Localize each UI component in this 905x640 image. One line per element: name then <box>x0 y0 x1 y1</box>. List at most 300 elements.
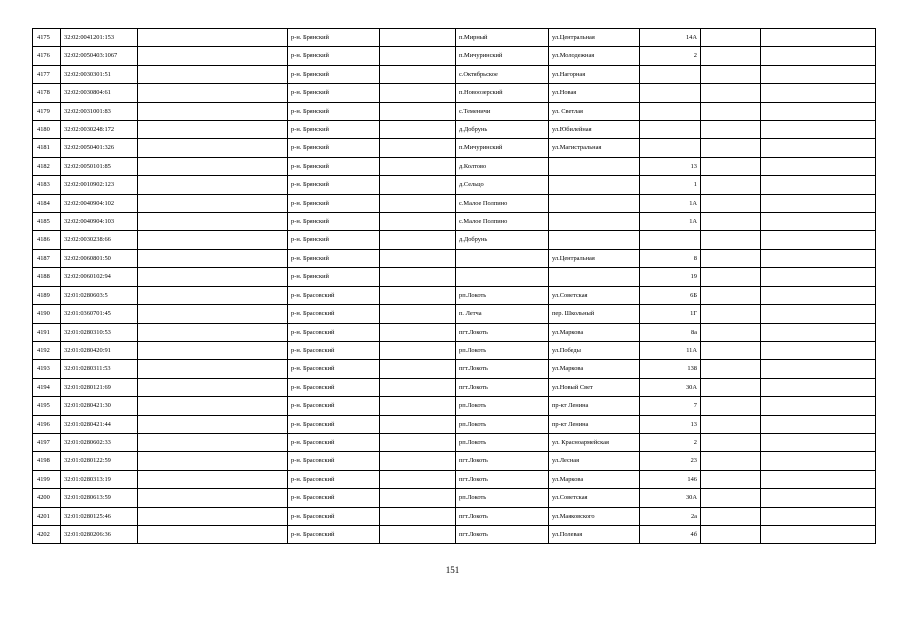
cadastral-number-cell: 32:01:0360701:45 <box>61 305 138 323</box>
blank-cell <box>761 139 876 157</box>
blank-cell <box>380 121 456 139</box>
blank-cell <box>138 507 288 525</box>
blank-cell <box>138 65 288 83</box>
settlement-cell <box>456 268 549 286</box>
row-number-cell: 4187 <box>33 249 61 267</box>
blank-cell <box>701 397 761 415</box>
blank-cell <box>380 231 456 249</box>
table-row <box>33 433 876 451</box>
district-cell: р-н. Брянский <box>288 268 380 286</box>
blank-cell <box>380 157 456 175</box>
registry-table <box>32 28 876 544</box>
cadastral-number-cell: 32:02:0050101:85 <box>61 157 138 175</box>
settlement-cell: пгт.Локоть <box>456 507 549 525</box>
settlement-cell: рп.Локоть <box>456 489 549 507</box>
settlement-cell: д.Добрунь <box>456 121 549 139</box>
street-cell: ул.Маркова <box>549 360 640 378</box>
street-cell: пр-кт Ленина <box>549 397 640 415</box>
house-number-cell: 2 <box>640 433 701 451</box>
blank-cell <box>701 470 761 488</box>
cadastral-number-cell: 32:01:0280313:19 <box>61 470 138 488</box>
house-number-cell: 30А <box>640 378 701 396</box>
house-number-cell: 1 <box>640 176 701 194</box>
row-number-cell: 4184 <box>33 194 61 212</box>
row-number-cell: 4175 <box>33 29 61 47</box>
blank-cell <box>380 470 456 488</box>
district-cell: р-н. Брасовский <box>288 305 380 323</box>
street-cell: ул.Центральная <box>549 29 640 47</box>
cadastral-number-cell: 32:02:0031001:83 <box>61 102 138 120</box>
street-cell: ул.Победы <box>549 341 640 359</box>
row-number-cell: 4191 <box>33 323 61 341</box>
house-number-cell: 30А <box>640 489 701 507</box>
district-cell: р-н. Брасовский <box>288 378 380 396</box>
table-row <box>33 360 876 378</box>
cadastral-number-cell: 32:02:0040904:103 <box>61 213 138 231</box>
blank-cell <box>701 29 761 47</box>
settlement-cell: пгт.Локоть <box>456 360 549 378</box>
cadastral-number-cell: 32:01:0280603:5 <box>61 286 138 304</box>
blank-cell <box>701 268 761 286</box>
blank-cell <box>138 341 288 359</box>
cadastral-number-cell: 32:01:0280206:36 <box>61 525 138 543</box>
blank-cell <box>138 213 288 231</box>
blank-cell <box>701 489 761 507</box>
blank-cell <box>138 378 288 396</box>
house-number-cell: 23 <box>640 452 701 470</box>
blank-cell <box>761 231 876 249</box>
street-cell: ул.Полевая <box>549 525 640 543</box>
blank-cell <box>701 323 761 341</box>
cadastral-number-cell: 32:01:0280125:46 <box>61 507 138 525</box>
blank-cell <box>761 84 876 102</box>
blank-cell <box>138 121 288 139</box>
blank-cell <box>701 194 761 212</box>
blank-cell <box>380 489 456 507</box>
blank-cell <box>138 194 288 212</box>
district-cell: р-н. Брянский <box>288 213 380 231</box>
house-number-cell: 1А <box>640 213 701 231</box>
district-cell: р-н. Брянский <box>288 84 380 102</box>
blank-cell <box>380 194 456 212</box>
table-row <box>33 489 876 507</box>
cadastral-number-cell: 32:02:0040904:102 <box>61 194 138 212</box>
settlement-cell: д.Колтово <box>456 157 549 175</box>
blank-cell <box>761 268 876 286</box>
street-cell: ул.Лесная <box>549 452 640 470</box>
house-number-cell <box>640 102 701 120</box>
blank-cell <box>701 176 761 194</box>
blank-cell <box>138 102 288 120</box>
blank-cell <box>761 286 876 304</box>
settlement-cell: пгт.Локоть <box>456 525 549 543</box>
blank-cell <box>380 29 456 47</box>
blank-cell <box>701 415 761 433</box>
cadastral-number-cell: 32:01:0280121:69 <box>61 378 138 396</box>
table-row <box>33 452 876 470</box>
table-row <box>33 102 876 120</box>
house-number-cell: 1А <box>640 194 701 212</box>
blank-cell <box>380 176 456 194</box>
district-cell: р-н. Брасовский <box>288 286 380 304</box>
house-number-cell <box>640 84 701 102</box>
blank-cell <box>138 323 288 341</box>
blank-cell <box>761 507 876 525</box>
cadastral-number-cell: 32:02:0060801:50 <box>61 249 138 267</box>
blank-cell <box>761 47 876 65</box>
row-number-cell: 4182 <box>33 157 61 175</box>
table-row <box>33 65 876 83</box>
table-row <box>33 470 876 488</box>
blank-cell <box>138 305 288 323</box>
blank-cell <box>701 231 761 249</box>
row-number-cell: 4177 <box>33 65 61 83</box>
cadastral-number-cell: 32:02:0030301:51 <box>61 65 138 83</box>
street-cell <box>549 194 640 212</box>
row-number-cell: 4186 <box>33 231 61 249</box>
row-number-cell: 4179 <box>33 102 61 120</box>
cadastral-number-cell: 32:01:0280613:59 <box>61 489 138 507</box>
street-cell: ул.Центральная <box>549 249 640 267</box>
blank-cell <box>380 47 456 65</box>
row-number-cell: 4188 <box>33 268 61 286</box>
blank-cell <box>380 323 456 341</box>
blank-cell <box>138 433 288 451</box>
blank-cell <box>761 397 876 415</box>
house-number-cell: 2а <box>640 507 701 525</box>
street-cell: ул.Нагорная <box>549 65 640 83</box>
blank-cell <box>761 378 876 396</box>
blank-cell <box>138 268 288 286</box>
street-cell: ул.Маяковского <box>549 507 640 525</box>
district-cell: р-н. Брянский <box>288 121 380 139</box>
table-row <box>33 341 876 359</box>
blank-cell <box>138 176 288 194</box>
row-number-cell: 4193 <box>33 360 61 378</box>
blank-cell <box>380 249 456 267</box>
table-row <box>33 286 876 304</box>
blank-cell <box>701 157 761 175</box>
district-cell: р-н. Брянский <box>288 65 380 83</box>
cadastral-number-cell: 32:01:0280420:91 <box>61 341 138 359</box>
blank-cell <box>761 525 876 543</box>
settlement-cell: пгт.Локоть <box>456 452 549 470</box>
blank-cell <box>138 470 288 488</box>
street-cell: ул.Советская <box>549 286 640 304</box>
row-number-cell: 4192 <box>33 341 61 359</box>
settlement-cell: п.Мирный <box>456 29 549 47</box>
house-number-cell: 2 <box>640 47 701 65</box>
blank-cell <box>761 470 876 488</box>
row-number-cell: 4180 <box>33 121 61 139</box>
blank-cell <box>380 65 456 83</box>
blank-cell <box>701 378 761 396</box>
settlement-cell: рп.Локоть <box>456 415 549 433</box>
blank-cell <box>761 157 876 175</box>
blank-cell <box>380 84 456 102</box>
blank-cell <box>380 341 456 359</box>
district-cell: р-н. Брасовский <box>288 360 380 378</box>
blank-cell <box>761 305 876 323</box>
table-row <box>33 507 876 525</box>
table-row <box>33 121 876 139</box>
house-number-cell: 6Б <box>640 286 701 304</box>
district-cell: р-н. Брянский <box>288 231 380 249</box>
district-cell: р-н. Брасовский <box>288 397 380 415</box>
district-cell: р-н. Брасовский <box>288 470 380 488</box>
district-cell: р-н. Брасовский <box>288 433 380 451</box>
district-cell: р-н. Брасовский <box>288 415 380 433</box>
street-cell: ул. Светлая <box>549 102 640 120</box>
blank-cell <box>380 452 456 470</box>
settlement-cell: рп.Локоть <box>456 341 549 359</box>
row-number-cell: 4201 <box>33 507 61 525</box>
blank-cell <box>380 139 456 157</box>
district-cell: р-н. Брянский <box>288 249 380 267</box>
table-row <box>33 29 876 47</box>
settlement-cell <box>456 249 549 267</box>
cadastral-number-cell: 32:02:0050403:1067 <box>61 47 138 65</box>
house-number-cell: 7 <box>640 397 701 415</box>
blank-cell <box>761 121 876 139</box>
blank-cell <box>138 452 288 470</box>
row-number-cell: 4202 <box>33 525 61 543</box>
cadastral-number-cell: 32:01:0280421:30 <box>61 397 138 415</box>
blank-cell <box>701 249 761 267</box>
blank-cell <box>138 525 288 543</box>
blank-cell <box>380 507 456 525</box>
blank-cell <box>761 102 876 120</box>
blank-cell <box>380 378 456 396</box>
blank-cell <box>761 194 876 212</box>
blank-cell <box>701 286 761 304</box>
street-cell: ул.Юбилейная <box>549 121 640 139</box>
settlement-cell: с.Малое Полпино <box>456 213 549 231</box>
table-row <box>33 47 876 65</box>
cadastral-number-cell: 32:02:0030238:66 <box>61 231 138 249</box>
row-number-cell: 4189 <box>33 286 61 304</box>
blank-cell <box>138 249 288 267</box>
blank-cell <box>138 489 288 507</box>
street-cell: пр-кт Ленина <box>549 415 640 433</box>
table-row <box>33 231 876 249</box>
district-cell: р-н. Брасовский <box>288 489 380 507</box>
blank-cell <box>761 415 876 433</box>
cadastral-number-cell: 32:02:0041201:153 <box>61 29 138 47</box>
street-cell: ул. Красноармейская <box>549 433 640 451</box>
settlement-cell: д.Сельцо <box>456 176 549 194</box>
blank-cell <box>138 29 288 47</box>
blank-cell <box>701 341 761 359</box>
page-number: 151 <box>445 565 460 575</box>
blank-cell <box>701 507 761 525</box>
blank-cell <box>380 286 456 304</box>
settlement-cell: п.Новоозерский <box>456 84 549 102</box>
house-number-cell: 14А <box>640 29 701 47</box>
row-number-cell: 4185 <box>33 213 61 231</box>
house-number-cell: 13 <box>640 415 701 433</box>
blank-cell <box>138 415 288 433</box>
settlement-cell: д.Добрунь <box>456 231 549 249</box>
blank-cell <box>761 323 876 341</box>
settlement-cell: рп.Локоть <box>456 286 549 304</box>
cadastral-number-cell: 32:02:0030248:172 <box>61 121 138 139</box>
district-cell: р-н. Брянский <box>288 139 380 157</box>
blank-cell <box>380 433 456 451</box>
row-number-cell: 4196 <box>33 415 61 433</box>
settlement-cell: п. Летча <box>456 305 549 323</box>
settlement-cell: пгт.Локоть <box>456 378 549 396</box>
house-number-cell: 1Г <box>640 305 701 323</box>
district-cell: р-н. Брасовский <box>288 507 380 525</box>
row-number-cell: 4197 <box>33 433 61 451</box>
blank-cell <box>761 249 876 267</box>
district-cell: р-н. Брянский <box>288 47 380 65</box>
blank-cell <box>701 525 761 543</box>
street-cell <box>549 268 640 286</box>
table-row <box>33 249 876 267</box>
blank-cell <box>761 29 876 47</box>
blank-cell <box>701 305 761 323</box>
house-number-cell <box>640 139 701 157</box>
cadastral-number-cell: 32:01:0280602:33 <box>61 433 138 451</box>
cadastral-number-cell: 32:02:0050401:326 <box>61 139 138 157</box>
cadastral-number-cell: 32:02:0030804:61 <box>61 84 138 102</box>
table-row <box>33 194 876 212</box>
blank-cell <box>380 268 456 286</box>
blank-cell <box>701 433 761 451</box>
table-row <box>33 415 876 433</box>
settlement-cell: п.Мичуринский <box>456 139 549 157</box>
table-row <box>33 176 876 194</box>
table-row <box>33 157 876 175</box>
district-cell: р-н. Брасовский <box>288 341 380 359</box>
blank-cell <box>701 452 761 470</box>
blank-cell <box>701 65 761 83</box>
blank-cell <box>761 452 876 470</box>
blank-cell <box>380 397 456 415</box>
blank-cell <box>380 213 456 231</box>
row-number-cell: 4183 <box>33 176 61 194</box>
street-cell: пер. Школьный <box>549 305 640 323</box>
blank-cell <box>761 176 876 194</box>
district-cell: р-н. Брасовский <box>288 323 380 341</box>
settlement-cell: пгт.Локоть <box>456 470 549 488</box>
house-number-cell: 19 <box>640 268 701 286</box>
row-number-cell: 4200 <box>33 489 61 507</box>
row-number-cell: 4178 <box>33 84 61 102</box>
blank-cell <box>138 84 288 102</box>
blank-cell <box>138 231 288 249</box>
house-number-cell <box>640 231 701 249</box>
row-number-cell: 4181 <box>33 139 61 157</box>
table-row <box>33 305 876 323</box>
blank-cell <box>138 360 288 378</box>
blank-cell <box>138 139 288 157</box>
blank-cell <box>380 415 456 433</box>
cadastral-number-cell: 32:01:0280311:53 <box>61 360 138 378</box>
street-cell <box>549 157 640 175</box>
blank-cell <box>380 525 456 543</box>
cadastral-number-cell: 32:01:0280122:59 <box>61 452 138 470</box>
blank-cell <box>701 47 761 65</box>
street-cell: ул.Новый Свет <box>549 378 640 396</box>
house-number-cell: 13 <box>640 157 701 175</box>
cadastral-number-cell: 32:02:0010902:123 <box>61 176 138 194</box>
house-number-cell <box>640 65 701 83</box>
blank-cell <box>701 84 761 102</box>
table-row <box>33 323 876 341</box>
district-cell: р-н. Брянский <box>288 102 380 120</box>
blank-cell <box>761 341 876 359</box>
table-row <box>33 213 876 231</box>
table-row <box>33 139 876 157</box>
district-cell: р-н. Брянский <box>288 176 380 194</box>
blank-cell <box>380 360 456 378</box>
house-number-cell: 11А <box>640 341 701 359</box>
blank-cell <box>701 139 761 157</box>
blank-cell <box>138 397 288 415</box>
street-cell: ул.Советская <box>549 489 640 507</box>
row-number-cell: 4199 <box>33 470 61 488</box>
blank-cell <box>761 489 876 507</box>
row-number-cell: 4198 <box>33 452 61 470</box>
blank-cell <box>701 360 761 378</box>
blank-cell <box>138 286 288 304</box>
cadastral-number-cell: 32:01:0280421:44 <box>61 415 138 433</box>
cadastral-number-cell: 32:01:0280310:53 <box>61 323 138 341</box>
table-row <box>33 378 876 396</box>
blank-cell <box>380 305 456 323</box>
street-cell <box>549 176 640 194</box>
house-number-cell: 4б <box>640 525 701 543</box>
blank-cell <box>701 102 761 120</box>
row-number-cell: 4190 <box>33 305 61 323</box>
street-cell: ул.Маркова <box>549 470 640 488</box>
house-number-cell: 8 <box>640 249 701 267</box>
blank-cell <box>138 47 288 65</box>
house-number-cell: 146 <box>640 470 701 488</box>
street-cell <box>549 231 640 249</box>
house-number-cell <box>640 121 701 139</box>
street-cell: ул.Магистральная <box>549 139 640 157</box>
blank-cell <box>761 65 876 83</box>
blank-cell <box>701 121 761 139</box>
blank-cell <box>761 433 876 451</box>
table-row <box>33 268 876 286</box>
district-cell: р-н. Брянский <box>288 29 380 47</box>
cadastral-number-cell: 32:02:0060102:94 <box>61 268 138 286</box>
house-number-cell: 138 <box>640 360 701 378</box>
settlement-cell: п.Мичуринский <box>456 47 549 65</box>
row-number-cell: 4176 <box>33 47 61 65</box>
settlement-cell: рп.Локоть <box>456 433 549 451</box>
street-cell <box>549 213 640 231</box>
row-number-cell: 4194 <box>33 378 61 396</box>
district-cell: р-н. Брасовский <box>288 525 380 543</box>
street-cell: ул.Молодежная <box>549 47 640 65</box>
table-row <box>33 525 876 543</box>
settlement-cell: с.Октябрьское <box>456 65 549 83</box>
table-body <box>33 29 876 544</box>
table-row <box>33 84 876 102</box>
street-cell: ул.Маркова <box>549 323 640 341</box>
row-number-cell: 4195 <box>33 397 61 415</box>
settlement-cell: рп.Локоть <box>456 397 549 415</box>
street-cell: ул.Новая <box>549 84 640 102</box>
district-cell: р-н. Брянский <box>288 194 380 212</box>
settlement-cell: пгт.Локоть <box>456 323 549 341</box>
